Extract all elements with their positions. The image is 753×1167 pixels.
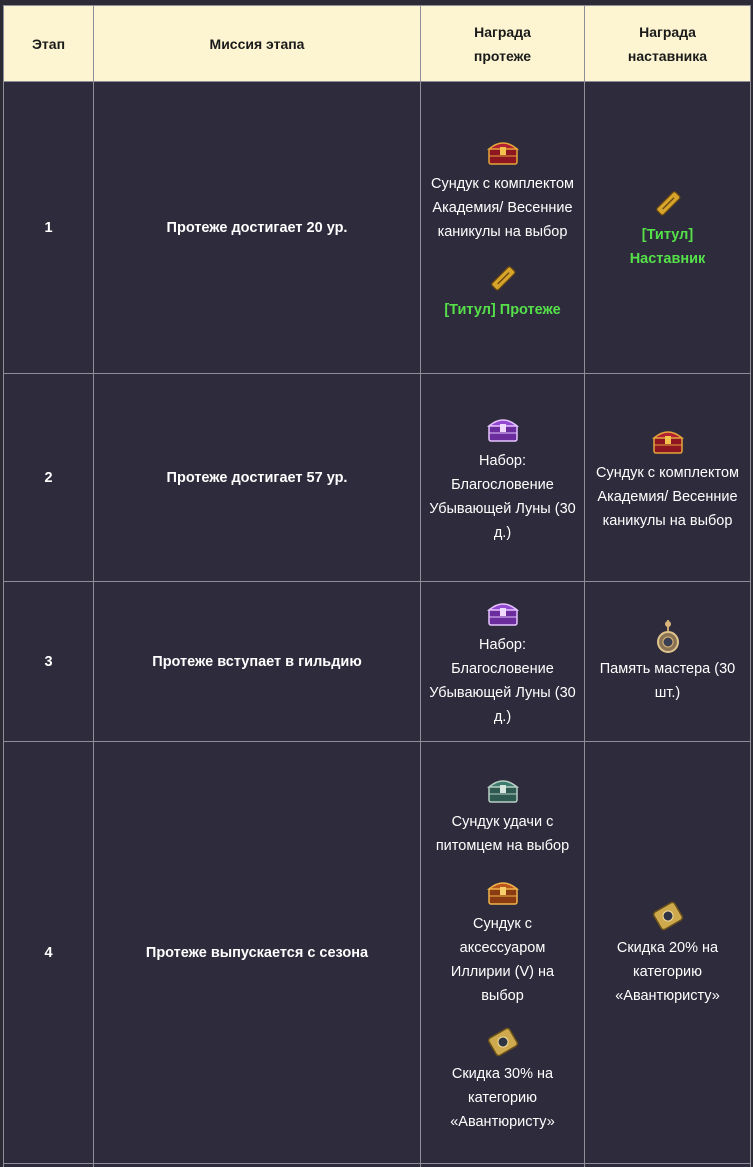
red-chest-icon <box>650 423 686 459</box>
protege-reward-cell <box>421 742 585 1164</box>
protege-reward-cell <box>421 582 585 742</box>
partial-cell <box>421 1164 585 1167</box>
reward-label: Сундук удачи с питомцем на выбор <box>435 813 570 854</box>
title-name: Протеже <box>499 301 561 318</box>
discount-coupon-icon <box>650 898 686 934</box>
table-row <box>4 742 751 1164</box>
mentor-reward-cell <box>585 374 751 582</box>
reward-label: Сундук с комплектом Академия/ Весенние каникулы на выбор <box>430 175 575 240</box>
golden-title-scroll-icon <box>650 185 686 221</box>
purple-chest-icon <box>485 411 521 447</box>
header-stage: Этап <box>4 6 94 82</box>
reward-label: Набор: Благословение Убывающей Луны (30 д.) <box>429 636 576 725</box>
header-mission: Миссия этапа <box>94 6 421 82</box>
master-memory-orb-icon <box>650 619 686 655</box>
reward-item <box>593 423 742 533</box>
partial-cell <box>4 1164 94 1167</box>
mission-text: Протеже выпускается с сезона <box>94 742 421 1164</box>
reward-label: Сундук с комплектом Академия/ Весенние каникулы на выбор <box>595 464 740 529</box>
header-protege-reward-line2: протеже <box>473 47 532 64</box>
mission-text: Протеже достигает 20 ур. <box>94 82 421 374</box>
mission-text: Протеже вступает в гильдию <box>94 582 421 742</box>
stage-number: 3 <box>4 582 94 742</box>
title-prefix: [Титул] <box>641 226 694 243</box>
red-chest-icon <box>485 134 521 170</box>
reward-label: Скидка 30% на категорию «Авантюристу» <box>450 1065 555 1130</box>
reward-item <box>593 619 742 705</box>
title-prefix: [Титул] <box>444 301 496 318</box>
reward-item <box>593 185 742 271</box>
mentor-reward-cell <box>585 742 751 1164</box>
stage-number: 2 <box>4 374 94 582</box>
reward-item <box>429 260 576 322</box>
partial-cell <box>94 1164 421 1167</box>
header-mentor-reward <box>585 6 751 82</box>
mentor-reward-cell <box>585 582 751 742</box>
green-chest-icon <box>485 772 521 808</box>
header-protege-reward-line1: Награда <box>474 23 531 40</box>
reward-item <box>429 1024 576 1134</box>
partial-cell <box>585 1164 751 1167</box>
table-row <box>4 374 751 582</box>
reward-item <box>593 898 742 1008</box>
reward-label: Набор: Благословение Убывающей Луны (30 д.) <box>429 452 576 541</box>
reward-item <box>429 411 576 545</box>
title-name: Наставник <box>629 250 706 267</box>
table-row <box>4 582 751 742</box>
header-mentor-reward-line2: наставника <box>627 47 708 64</box>
protege-reward-cell <box>421 374 585 582</box>
reward-item <box>429 134 576 244</box>
mission-text: Протеже достигает 57 ур. <box>94 374 421 582</box>
mentorship-rewards-table <box>3 5 751 1167</box>
header-protege-reward <box>421 6 585 82</box>
table-row <box>4 82 751 374</box>
reward-label: Сундук с аксессуаром Иллирии (V) на выбор <box>450 915 555 1004</box>
golden-title-scroll-icon <box>485 260 521 296</box>
reward-label: Память мастера (30 шт.) <box>599 660 736 701</box>
stage-number: 4 <box>4 742 94 1164</box>
stage-number: 1 <box>4 82 94 374</box>
reward-item <box>429 874 576 1008</box>
table-row-partial <box>4 1164 751 1167</box>
reward-item <box>429 595 576 729</box>
mentor-reward-cell <box>585 82 751 374</box>
header-mentor-reward-line1: Награда <box>639 23 696 40</box>
protege-reward-cell <box>421 82 585 374</box>
reward-label: Скидка 20% на категорию «Авантюристу» <box>615 939 720 1004</box>
table-header-row <box>4 6 751 82</box>
orange-chest-icon <box>485 874 521 910</box>
discount-coupon-icon <box>485 1024 521 1060</box>
reward-item <box>429 772 576 858</box>
purple-chest-icon <box>485 595 521 631</box>
title-reward-label <box>444 298 560 322</box>
